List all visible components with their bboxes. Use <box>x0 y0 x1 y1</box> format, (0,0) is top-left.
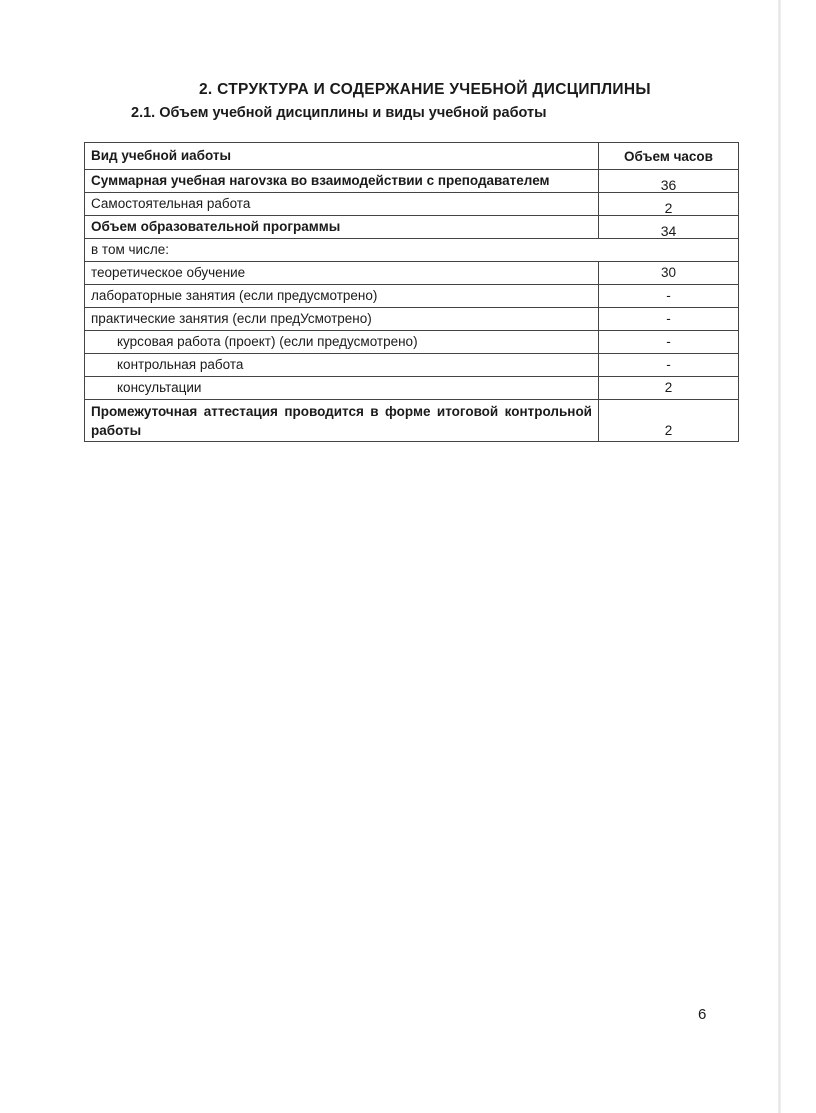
row-label: теоретическое обучение <box>85 262 599 285</box>
row-hours: - <box>599 285 739 308</box>
row-label: Самостоятельная работа <box>85 193 599 216</box>
subsection-title: 2.1. Объем учебной дисциплины и виды учебной работы <box>131 105 547 121</box>
table-row <box>85 170 739 193</box>
row-label: лабораторные занятия (если предусмотрено) <box>85 285 599 308</box>
table-row <box>85 285 739 308</box>
table-row <box>85 308 739 331</box>
table-row <box>85 193 739 216</box>
header-hours: Объем часов <box>599 143 739 170</box>
table-row <box>85 400 739 442</box>
row-hours: 34 <box>599 216 739 239</box>
row-hours: 30 <box>599 262 739 285</box>
row-label: консультации <box>85 377 599 400</box>
workload-table <box>84 142 739 442</box>
table-row <box>85 239 739 262</box>
row-hours: 2 <box>599 400 739 442</box>
row-label: курсовая работа (проект) (если предусмотрено) <box>85 331 599 354</box>
row-label: в том числе: <box>85 239 739 262</box>
row-label: контрольная работа <box>85 354 599 377</box>
row-label: Объем образовательной программы <box>85 216 599 239</box>
row-hours: 2 <box>599 377 739 400</box>
row-hours: - <box>599 354 739 377</box>
table-row <box>85 354 739 377</box>
page-edge-shadow <box>778 0 781 1113</box>
table-row <box>85 377 739 400</box>
row-label: Суммарная учебная нагоvзка во взаимодействии с преподавателем <box>85 170 599 193</box>
row-hours: 2 <box>599 193 739 216</box>
table-row <box>85 262 739 285</box>
table-header-row <box>85 143 739 170</box>
row-hours: - <box>599 331 739 354</box>
section-title: 2. СТРУКТУРА И СОДЕРЖАНИЕ УЧЕБНОЙ ДИСЦИПЛИНЫ <box>199 81 651 98</box>
table-row <box>85 331 739 354</box>
row-hours: - <box>599 308 739 331</box>
row-hours: 36 <box>599 170 739 193</box>
row-label: практические занятия (если предУсмотрено) <box>85 308 599 331</box>
table-row <box>85 216 739 239</box>
row-label: Промежуточная аттестация проводится в форме итоговой контрольной работы <box>85 400 599 442</box>
page-number: 6 <box>698 1006 707 1023</box>
header-work-type: Вид учебной иаботы <box>85 143 599 170</box>
